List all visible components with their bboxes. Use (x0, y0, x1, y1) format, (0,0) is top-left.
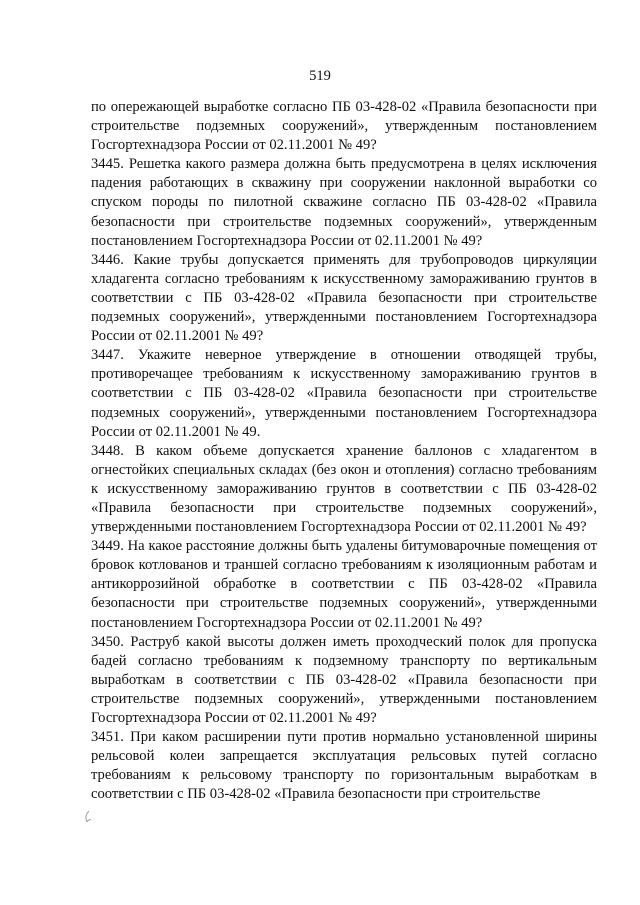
page-body (91, 98, 597, 804)
question-3450: 3450. Раструб какой высоты должен иметь проходческий полок для пропуска бадей согласно требованиям к подземному транспорту по вертикальным выработкам в соответствии с ПБ 03-428-02 «Правила безопасности при строительстве подземных сооружений», утвержденными постановлением Госгортехнадзора России от 02.11.2001 № 49? (91, 633, 597, 726)
question-3445: 3445. Решетка какого размера должна быть предусмотрена в целях исключения падения работающих в скважину при сооружении наклонной выработки со спуском породы по пилотной скважине согласно ПБ 03-428-02 «Правила безопасности при строительстве подземных сооружений», утвержденным постановлением Госгортехнадзора России от 02.11.2001 № 49? (91, 156, 597, 249)
question-3451: 3451. При каком расширении пути против нормально установленной ширины рельсовой колеи запрещается эксплуатация рельсовых путей согласно требованиям к рельсовому транспорту по горизонтальным выработкам в соответствии с ПБ 03-428-02 «Правила безопасности при строительстве (91, 729, 597, 803)
question-3447: 3447. Укажите неверное утверждение в отношении отводящей трубы, противоречащее требованиям к искусственному замораживанию грунтов в соответствии с ПБ 03-428-02 «Правила безопасности при строительстве подземных сооружений», утвержденными постановлением Госгортехнадзора России от 02.11.2001 № 49. (91, 347, 597, 440)
question-3448: 3448. В каком объеме допускается хранение баллонов с хладагентом в огнестойких специальных складах (без окон и отопления) согласно требованиям к искусственному замораживанию грунтов в соответствии с ПБ 03-428-02 «Правила безопасности при строительстве подземных сооружений», утвержденными постановлением Госгортехнадзора России от 02.11.2001 № 49? (91, 442, 597, 536)
question-3446: 3446. Какие трубы допускается применять для трубопроводов циркуляции хладагента согласно требованиям к искусственному замораживанию грунтов в соответствии с ПБ 03-428-02 «Правила безопасности при строительстве подземных сооружений», утвержденными постановлением Госгортехнадзора России от 02.11.2001 № 49? (91, 251, 597, 345)
scan-artifact-mark (84, 810, 92, 824)
question-3449: 3449. На какое расстояние должны быть удалены битумоварочные помещения от бровок котлованов и траншей согласно требованиям к изоляционным работам и антикоррозийной обработке в соответствии с ПБ 03-428-02 «Правила безопасности при строительстве подземных сооружений», утвержденными постановлением Госгортехнадзора России от 02.11.2001 № 49? (91, 538, 597, 631)
page-number: 519 (309, 68, 331, 84)
paragraph-continuation: по опережающей выработке согласно ПБ 03-428-02 «Правила безопасности при строительстве подземных сооружений», утвержденным постановлением Госгортехнадзора России от 02.11.2001 № 49? (91, 99, 597, 154)
